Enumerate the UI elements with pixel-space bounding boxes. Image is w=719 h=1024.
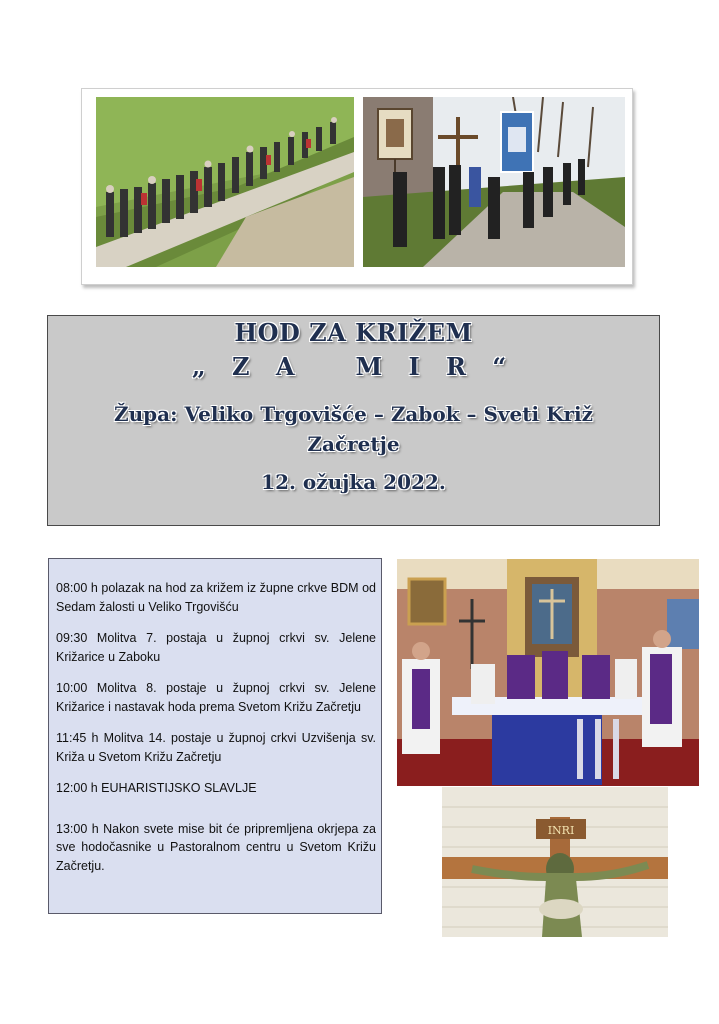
event-date: 12. ožujka 2022. bbox=[261, 470, 446, 494]
schedule-item: 12:00 h EUHARISTIJSKO SLAVLJE bbox=[56, 781, 257, 795]
schedule-item: 09:30 Molitva 7. postaja u župnoj crkvi sv. Jelene Križarice u Zaboku bbox=[56, 631, 376, 664]
event-motto: „ Z A M I R “ bbox=[191, 352, 516, 381]
procession-photo-road bbox=[363, 97, 625, 267]
event-title: HOD ZA KRIŽEM bbox=[234, 318, 473, 347]
schedule-item: 10:00 Molitva 8. postaje u župnoj crkvi sv. Jelene Križarice i nastavak hoda prema Svetom Križu Začretju bbox=[56, 681, 376, 714]
church-mass-photo bbox=[397, 559, 699, 786]
parish-line: Župa: Veliko Trgovišće – Zabok – Sveti Križ bbox=[114, 402, 593, 426]
crucifix-photo bbox=[442, 787, 668, 937]
schedule-item: 11:45 h Molitva 14. postaje u župnoj crkvi Uzvišenja sv. Križa u Svetom Križu Začretju bbox=[56, 731, 376, 764]
procession-photo-field bbox=[96, 97, 354, 267]
inri-inscription: INRI bbox=[547, 824, 575, 837]
parish-line-continued: Začretje bbox=[307, 432, 400, 456]
schedule-item: 13:00 h Nakon svete mise bit će pripremljena okrjepa za sve hodočasnike u Pastoralnom centru u Svetom Križu Začretju. bbox=[56, 821, 376, 873]
schedule-item: 08:00 h polazak na hod za križem iz župne crkve BDM od Sedam žalosti u Veliko Trgovišću bbox=[56, 581, 376, 614]
schedule-box bbox=[48, 558, 382, 914]
top-photo-frame bbox=[81, 88, 633, 285]
event-title-box bbox=[47, 315, 660, 526]
